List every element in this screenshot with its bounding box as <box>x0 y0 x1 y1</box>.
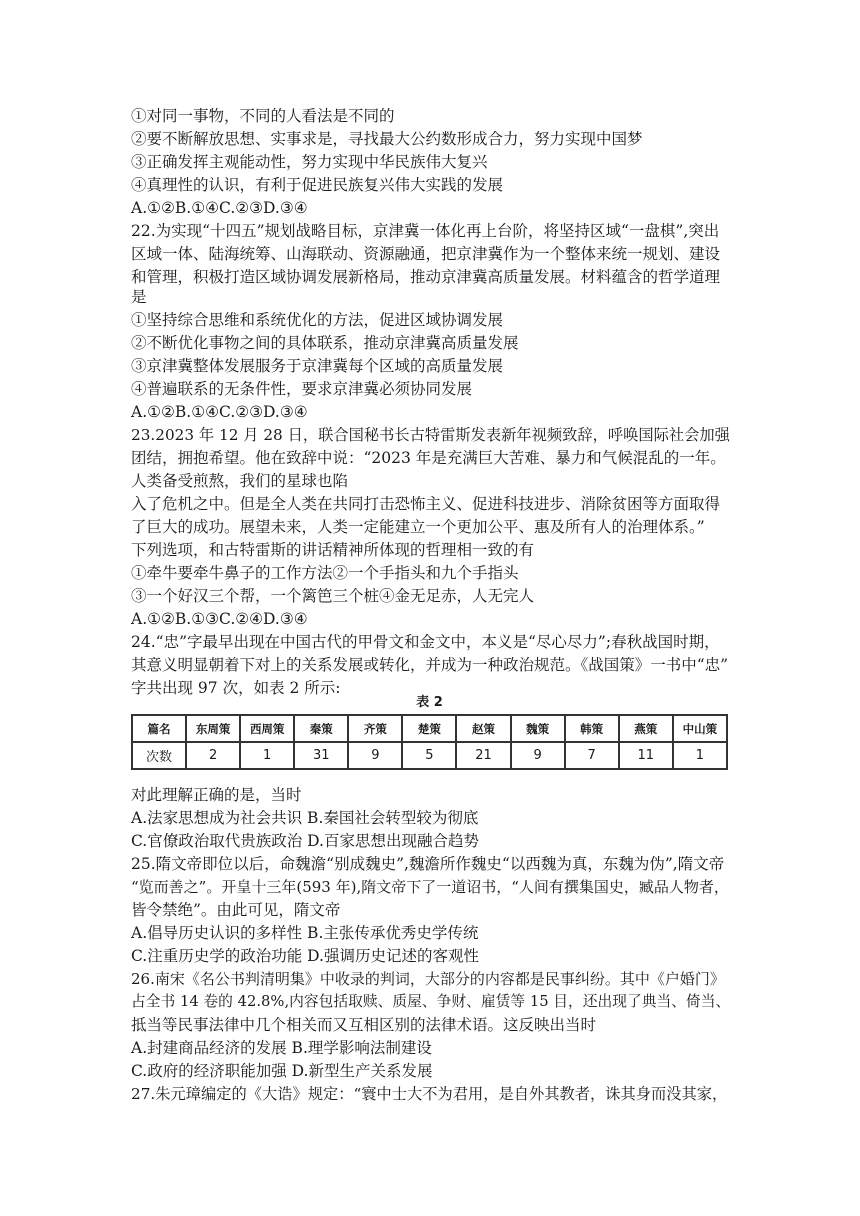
answer-options: A.法家思想成为社会共识 B.秦国社会转型较为彻底 <box>131 809 479 827</box>
table-header-cell: 中山策 <box>673 715 727 742</box>
text-line: 区域一体、陆海统筹、山海联动、资源融通，把京津冀作为一个整体来统一规划、建设 <box>131 245 721 263</box>
text-line: ①对同一事物，不同的人看法是不同的 <box>131 107 395 125</box>
table-2 <box>131 695 728 777</box>
answer-options: A.封建商品经济的发展 B.理学影响法制建设 <box>131 1039 432 1057</box>
answer-options: C.政府的经济职能加强 D.新型生产关系发展 <box>131 1062 433 1080</box>
answer-options: C.注重历史学的政治功能 D.强调历史记述的客观性 <box>131 947 479 965</box>
table-cell: 5 <box>402 742 456 769</box>
answer-options: A.①②B.①④C.②③D.③④ <box>131 403 308 421</box>
table-cell: 1 <box>673 742 727 769</box>
question-25: 25.隋文帝即位以后，命魏澹“别成魏史”,魏澹所作魏史“以西魏为真，东魏为伪”,隋文帝 <box>131 855 725 873</box>
table-header-cell: 燕策 <box>619 715 673 742</box>
table-cell: 1 <box>240 742 294 769</box>
text-line: 入了危机之中。但是全人类在共同打击恐怖主义、促进科技进步、消除贫困等方面取得 <box>131 495 721 513</box>
text-line: 是 <box>131 288 147 306</box>
text-line: “览而善之”。开皇十三年(593 年),隋文帝下了一道诏书，“人间有撰集国史，臧品人物者， <box>131 878 729 896</box>
table-header-cell: 齐策 <box>348 715 402 742</box>
text-line: 下列选项，和古特雷斯的讲话精神所体现的哲理相一致的有 <box>131 541 535 559</box>
text-line: 了巨大的成功。展望未来，人类一定能建立一个更加公平、惠及所有人的治理体系。” <box>131 518 705 536</box>
text-line: ③京津冀整体发展服务于京津冀每个区域的高质量发展 <box>131 357 504 375</box>
text-line: ④普遍联系的无条件性，要求京津冀必须协同发展 <box>131 380 473 398</box>
table-header-cell: 楚策 <box>402 715 456 742</box>
text-line: 字共出现 97 次，如表 2 所示: <box>131 679 341 697</box>
text-line: ②要不断解放思想、实事求是，寻找最大公约数形成合力，努力实现中国梦 <box>131 130 643 148</box>
answer-options: A.①②B.①③C.②④D.③④ <box>131 610 308 628</box>
question-27: 27.朱元璋编定的《大诰》规定：“寰中士大不为君用，是自外其教者，诛其身而没其家， <box>131 1085 728 1103</box>
question-24: 24.“忠”字最早出现在中国古代的甲骨文和金文中，本义是“尽心尽力”;春秋战国时期， <box>131 633 720 651</box>
table-row <box>132 742 727 769</box>
question-26: 26.南宋《名公书判清明集》中收录的判词，大部分的内容都是民事纠纷。其中《户婚门》 <box>131 970 725 988</box>
answer-options: A.倡导历史认识的多样性 B.主张传承优秀史学传统 <box>131 924 479 942</box>
text-line: 其意义明显朝着下对上的关系发展或转化，并成为一种政治规范。《战国策》一书中“忠” <box>131 656 729 674</box>
table-cell: 7 <box>565 742 619 769</box>
table-cell: 2 <box>186 742 240 769</box>
table-cell: 次数 <box>132 742 186 769</box>
table-title: 表 2 <box>416 695 443 710</box>
text-line: 抵当等民事法律中几个相关而又互相区别的法律术语。这反映出当时 <box>131 1016 597 1034</box>
answer-options: A.①②B.①④C.②③D.③④ <box>131 199 308 217</box>
table-header-cell: 赵策 <box>456 715 510 742</box>
text-line: 人类备受煎熬，我们的星球也陷 <box>131 472 349 490</box>
text-line: 皆令禁绝”。由此可见，隋文帝 <box>131 901 341 919</box>
text-line: 和管理，积极打造区域协调发展新格局，推动京津冀高质量发展。材料蕴含的哲学道理 <box>131 268 721 286</box>
table-header-cell: 韩策 <box>565 715 619 742</box>
text-line: ①牵牛要牵牛鼻子的工作方法②一个手指头和九个手指头 <box>131 564 519 582</box>
table-header-cell: 魏策 <box>511 715 565 742</box>
text-line: ④真理性的认识，有利于促进民族复兴伟大实践的发展 <box>131 176 504 194</box>
table-header-cell: 篇名 <box>132 715 186 742</box>
question-22: 22.为实现“十四五”规划战略目标，京津冀一体化再上台阶，将坚持区域“一盘棋”,突出 <box>131 222 720 240</box>
text-line: ③一个好汉三个帮，一个篱笆三个桩④金无足赤，人无完人 <box>131 587 535 605</box>
text-line: ③正确发挥主观能动性，努力实现中华民族伟大复兴 <box>131 153 488 171</box>
table-header-cell: 西周策 <box>240 715 294 742</box>
table-cell: 11 <box>619 742 673 769</box>
table-cell: 21 <box>456 742 510 769</box>
text-line: ②不断优化事物之间的具体联系，推动京津冀高质量发展 <box>131 334 519 352</box>
table-header-row <box>132 715 727 742</box>
text-line: ①坚持综合思维和系统优化的方法，促进区域协调发展 <box>131 311 504 329</box>
question-23: 23.2023 年 12 月 28 日，联合国秘书长古特雷斯发表新年视频致辞，呼唤国际社会加强 <box>131 426 730 444</box>
text-line: 对此理解正确的是，当时 <box>131 786 302 804</box>
table-header-cell: 东周策 <box>186 715 240 742</box>
data-table <box>131 714 728 770</box>
table-header-cell: 秦策 <box>294 715 348 742</box>
text-line: 占全书 14 卷的 42.8%,内容包括取赎、质屋、争财、雇赁等 15 目，还出现了典当、倚当、 <box>131 993 731 1010</box>
table-cell: 9 <box>511 742 565 769</box>
answer-options: C.官僚政治取代贵族政治 D.百家思想出现融合趋势 <box>131 832 479 850</box>
table-cell: 31 <box>294 742 348 769</box>
text-line: 团结，拥抱希望。他在致辞中说：“2023 年是充满巨大苦难、暴力和气候混乱的一年。 <box>131 449 726 467</box>
table-cell: 9 <box>348 742 402 769</box>
